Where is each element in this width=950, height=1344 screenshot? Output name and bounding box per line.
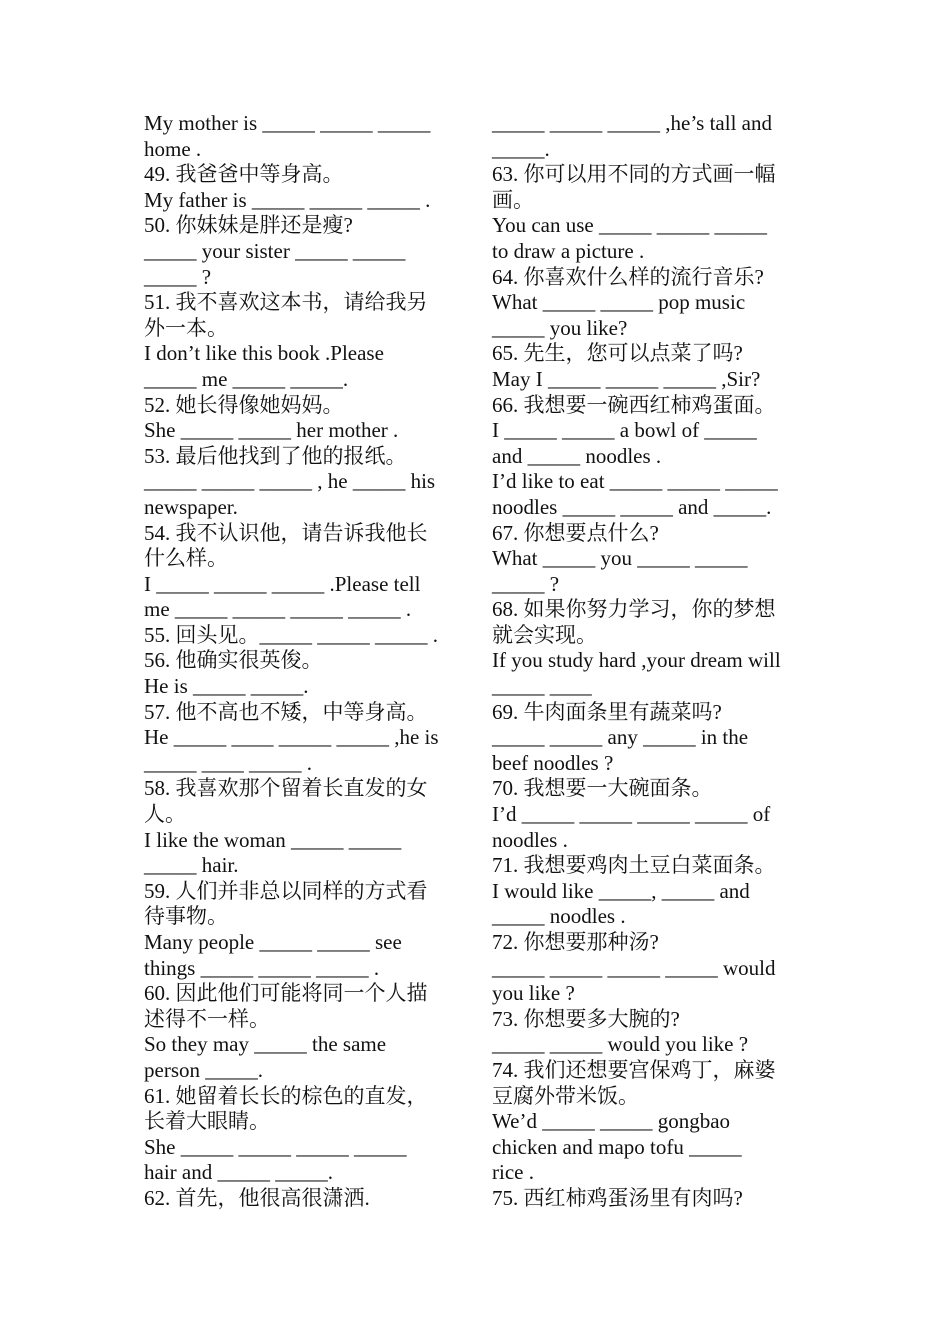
right-column-line: 68. 如果你努力学习，你的梦想 — [492, 597, 776, 622]
right-column-line: chicken and mapo tofu _____ — [492, 1134, 742, 1159]
left-column-line: 55. 回头见。_____ _____ _____ . — [144, 622, 438, 647]
right-column-line: _____ _____ any _____ in the — [492, 725, 749, 750]
right-column-line: 73. 你想要多大腕的? — [492, 1006, 680, 1031]
right-column-line: What _____ _____ pop music — [492, 290, 746, 315]
right-column-line: 71. 我想要鸡肉土豆白菜面条。 — [492, 853, 776, 878]
left-column-line: So they may _____ the same — [144, 1032, 387, 1057]
right-column-line: 65. 先生，您可以点菜了吗? — [492, 341, 743, 366]
right-column-line: I’d _____ _____ _____ _____ of — [492, 802, 771, 827]
left-column-line: 什么样。 — [144, 546, 228, 571]
right-column-line: 75. 西红柿鸡蛋汤里有肉吗? — [492, 1185, 743, 1210]
left-column-line: She _____ _____ _____ _____ — [144, 1134, 407, 1159]
left-column-line: _____ ? — [144, 264, 212, 289]
right-column — [492, 111, 812, 1212]
left-column-line: 58. 我喜欢那个留着长直发的女 — [144, 776, 428, 801]
right-column-line: What _____ you _____ _____ — [492, 546, 748, 571]
right-column-line: rice . — [492, 1160, 534, 1185]
left-column-line: 长着大眼睛。 — [144, 1109, 270, 1134]
right-column-line: _____ _____ _____ _____ would — [492, 955, 776, 980]
left-column-line: 50. 你妹妹是胖还是瘦? — [144, 213, 353, 238]
left-column-line: 53. 最后他找到了他的报纸。 — [144, 443, 407, 468]
right-column-line: noodles _____ _____ and _____. — [492, 494, 772, 519]
right-column-line: and _____ noodles . — [492, 443, 662, 468]
right-column-line: 64. 你喜欢什么样的流行音乐? — [492, 264, 764, 289]
left-column-line: 49. 我爸爸中等身高。 — [144, 162, 344, 187]
right-column-line: 63. 你可以用不同的方式画一幅 — [492, 162, 776, 187]
right-column-line: I’d like to eat _____ _____ _____ — [492, 469, 778, 494]
right-column-line: 画。 — [492, 187, 534, 212]
right-column-line: 67. 你想要点什么? — [492, 520, 659, 545]
left-column-line: I like the woman _____ _____ — [144, 827, 402, 852]
left-column-line: person _____. — [144, 1057, 263, 1082]
right-column-line: 66. 我想要一碗西红柿鸡蛋面。 — [492, 392, 776, 417]
left-column-line: 57. 他不高也不矮，中等身高。 — [144, 699, 428, 724]
right-column-line: I would like _____, _____ and — [492, 878, 750, 903]
left-column-line: _____ me _____ _____. — [144, 366, 349, 391]
left-column-line: 外一本。 — [144, 315, 228, 340]
left-column-line: hair and _____ _____. — [144, 1160, 333, 1185]
left-column-line: _____ hair. — [144, 853, 239, 878]
left-column-line: 52. 她长得像她妈妈。 — [144, 392, 344, 417]
right-column-line: _____ ? — [492, 571, 560, 596]
left-column-line: me _____ _____ _____ _____ . — [144, 597, 412, 622]
right-column-line: beef noodles ? — [492, 750, 614, 775]
right-column-line: _____. — [492, 136, 550, 161]
right-column-line: _____ _____ would you like ? — [492, 1032, 749, 1057]
left-column-line: 51. 我不喜欢这本书，请给我另 — [144, 290, 428, 315]
right-column-line: 72. 你想要那种汤? — [492, 930, 659, 954]
left-column-line: 54. 我不认识他，请告诉我他长 — [144, 520, 428, 545]
right-column-line: _____ noodles . — [492, 904, 626, 929]
left-column-line: 人。 — [144, 802, 186, 827]
left-column-line: She _____ _____ her mother . — [144, 418, 399, 443]
right-column-line: May I _____ _____ _____ ,Sir? — [492, 366, 761, 391]
right-column-line: You can use _____ _____ _____ — [492, 213, 767, 238]
left-column-line: things _____ _____ _____ . — [144, 955, 380, 980]
right-column-line: _____ ____ — [492, 674, 592, 699]
left-column-line: I don’t like this book .Please — [144, 341, 384, 366]
left-column-line: 61. 她留着长长的棕色的直发， — [144, 1083, 428, 1108]
left-column-line: 59. 人们并非总以同样的方式看 — [144, 878, 428, 903]
left-column-line: newspaper. — [144, 494, 238, 519]
left-column — [144, 111, 464, 1212]
right-column-line: _____ _____ _____ ,he’s tall and — [492, 111, 772, 135]
right-column-line: 豆腐外带米饭。 — [492, 1083, 639, 1108]
left-column-line: 56. 他确实很英俊。 — [144, 648, 323, 673]
left-column-line: He _____ ____ _____ _____ ,he is — [144, 725, 439, 750]
left-column-line: _____ _____ _____ , he _____ his — [144, 469, 436, 494]
left-column-line: 待事物。 — [144, 904, 228, 929]
right-column-line: 69. 牛肉面条里有蔬菜吗? — [492, 699, 722, 724]
left-column-line: _____ ____ _____ . — [144, 750, 312, 775]
left-column-line: home . — [144, 136, 202, 161]
right-column-line: I _____ _____ a bowl of _____ — [492, 418, 757, 443]
left-column-line: He is _____ _____. — [144, 674, 309, 699]
left-column-line: _____ your sister _____ _____ — [144, 238, 406, 263]
left-column-line: My father is _____ _____ _____ . — [144, 187, 431, 212]
left-column-line: 述得不一样。 — [144, 1006, 270, 1031]
right-column-line: _____ you like? — [492, 315, 628, 340]
left-column-line: 62. 首先，他很高很潇洒. — [144, 1185, 370, 1210]
left-column-line: 60. 因此他们可能将同一个人描 — [144, 981, 428, 1006]
right-column-line: We’d _____ _____ gongbao — [492, 1109, 731, 1134]
right-column-line: noodles . — [492, 827, 568, 852]
right-column-line: 70. 我想要一大碗面条。 — [492, 776, 713, 801]
right-column-line: to draw a picture . — [492, 238, 645, 263]
right-column-line: 就会实现。 — [492, 622, 597, 647]
right-column-line: 74. 我们还想要宫保鸡丁，麻婆 — [492, 1057, 776, 1082]
left-column-line: My mother is _____ _____ _____ — [144, 111, 431, 135]
left-column-line: Many people _____ _____ see — [144, 930, 402, 954]
right-column-line: If you study hard ,your dream will — [492, 648, 781, 673]
right-column-line: you like ? — [492, 981, 575, 1006]
left-column-line: I _____ _____ _____ .Please tell — [144, 571, 421, 596]
